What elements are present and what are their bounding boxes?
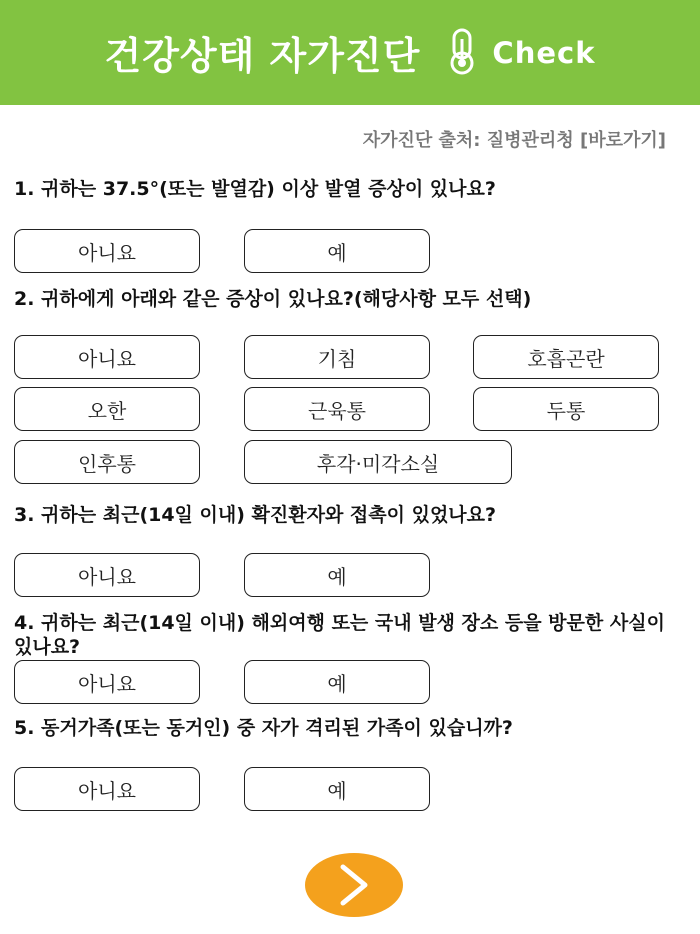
q2-option-headache[interactable]: 두통 — [473, 387, 659, 431]
question-2: 2. 귀하에게 아래와 같은 증상이 있나요?(해당사항 모두 선택) — [14, 288, 532, 310]
q4-option-yes[interactable]: 예 — [244, 660, 430, 704]
question-1: 1. 귀하는 37.5°(또는 발열감) 이상 발열 증상이 있나요? — [14, 178, 496, 200]
chevron-right-icon — [334, 862, 374, 908]
source-line — [363, 126, 666, 152]
q2-option-cough[interactable]: 기침 — [244, 335, 430, 379]
source-link[interactable]: [바로가기] — [579, 130, 666, 151]
q1-option-yes[interactable]: 예 — [244, 229, 430, 273]
source-text: 자가진단 출처: 질병관리청 — [362, 130, 574, 151]
check-label: Check — [492, 35, 596, 70]
q2-option-chills[interactable]: 오한 — [14, 387, 200, 431]
q1-option-no[interactable]: 아니요 — [14, 229, 200, 273]
question-5: 5. 동거가족(또는 동거인) 중 자가 격리된 가족이 있습니까? — [14, 717, 513, 739]
question-4: 4. 귀하는 최근(14일 이내) 해외여행 또는 국내 발생 장소 등을 방문한 사실이 있나요? — [14, 612, 665, 658]
q2-option-smell-taste-loss[interactable]: 후각·미각소실 — [244, 440, 512, 484]
q3-option-no[interactable]: 아니요 — [14, 553, 200, 597]
q3-option-yes[interactable]: 예 — [244, 553, 430, 597]
q2-option-no[interactable]: 아니요 — [14, 335, 200, 379]
q2-option-sore-throat[interactable]: 인후통 — [14, 440, 200, 484]
page-title: 건강상태 자가진단 — [104, 34, 421, 78]
thermometer-icon — [442, 27, 482, 79]
app-header — [0, 0, 700, 105]
q5-option-no[interactable]: 아니요 — [14, 767, 200, 811]
question-3: 3. 귀하는 최근(14일 이내) 확진환자와 접촉이 있었나요? — [14, 504, 497, 526]
q5-option-yes[interactable]: 예 — [244, 767, 430, 811]
q4-option-no[interactable]: 아니요 — [14, 660, 200, 704]
q2-option-myalgia[interactable]: 근육통 — [244, 387, 430, 431]
next-button[interactable] — [305, 853, 403, 917]
q2-option-dyspnea[interactable]: 호흡곤란 — [473, 335, 659, 379]
